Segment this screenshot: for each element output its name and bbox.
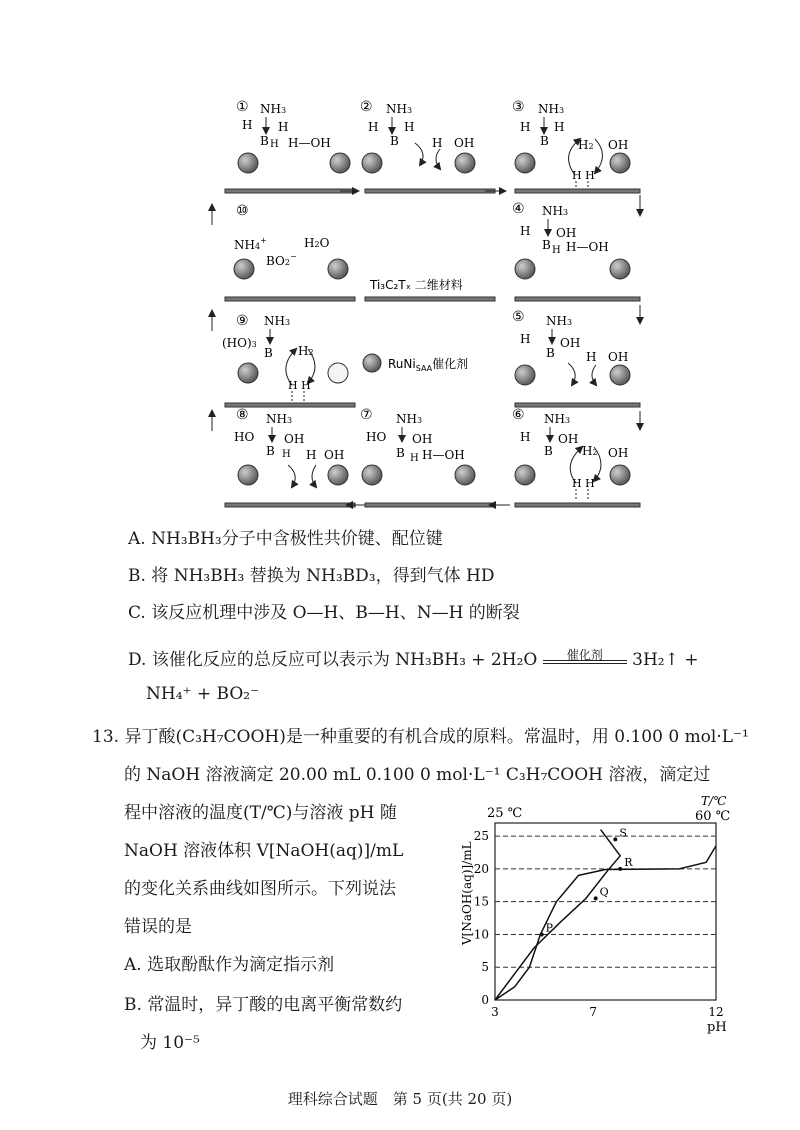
- svg-text:H—OH: H—OH: [566, 240, 609, 254]
- page-footer: 理科综合试题 第 5 页(共 20 页): [287, 1090, 513, 1108]
- svg-text:OH: OH: [608, 138, 629, 152]
- svg-text:OH: OH: [454, 136, 475, 150]
- step-10: [225, 203, 355, 301]
- svg-text:H: H: [432, 136, 443, 150]
- svg-text:H: H: [520, 224, 531, 238]
- svg-text:NH3: NH3: [546, 314, 573, 328]
- q12-option-d-end: 3H₂↑ +: [632, 650, 699, 670]
- plot-frame: [495, 823, 716, 1000]
- y-tick-label-20: 20: [473, 861, 489, 876]
- svg-text:B: B: [396, 446, 405, 460]
- svg-text:H: H: [404, 120, 415, 134]
- mechanism-diagram: [200, 85, 650, 520]
- catalyst-legend-ball: [363, 354, 381, 372]
- y-tick-label-15: 15: [473, 894, 489, 909]
- top-right-label-2: 60 ℃: [695, 809, 731, 824]
- svg-text:④: ④: [512, 201, 525, 217]
- step-2: [360, 99, 505, 193]
- point-R: [618, 867, 622, 871]
- material-label-group: [365, 277, 495, 301]
- y-axis-label: V[NaOH(aq)]/mL: [460, 841, 474, 945]
- q13-option-a: A. 选取酚酞作为滴定指示剂: [124, 955, 335, 975]
- svg-text:H2: H2: [298, 344, 314, 358]
- point-S: [613, 837, 617, 841]
- x-tick-label-3: 3: [491, 1005, 499, 1019]
- svg-text:NH3: NH3: [386, 102, 413, 116]
- step-8: [225, 407, 365, 507]
- svg-text:OH: OH: [608, 350, 629, 364]
- y-tick-label-0: 0: [481, 993, 489, 1007]
- svg-text:(HO)3: (HO)3: [222, 336, 257, 350]
- svg-text:B: B: [260, 134, 269, 148]
- x-tick-label-7: 7: [589, 1005, 598, 1019]
- catalyst-sub: SAA: [415, 364, 433, 373]
- svg-text:H: H: [586, 350, 597, 364]
- svg-text:OH: OH: [556, 226, 577, 240]
- svg-text:B: B: [264, 346, 273, 360]
- svg-text:②: ②: [360, 99, 373, 115]
- svg-text:H: H: [554, 120, 565, 134]
- svg-text:H: H: [278, 120, 289, 134]
- y-tick-label-10: 10: [473, 927, 489, 942]
- svg-text:B: B: [390, 134, 399, 148]
- svg-text:NH3: NH3: [396, 412, 423, 426]
- catalyst-suffix: 催化剂: [432, 357, 469, 371]
- step-3: [512, 99, 640, 193]
- svg-text:H H: H H: [572, 477, 595, 490]
- svg-text:H2: H2: [578, 138, 594, 152]
- svg-text:⑨: ⑨: [236, 313, 249, 329]
- step-1-number: ①: [236, 99, 249, 115]
- svg-text:⑤: ⑤: [512, 309, 525, 325]
- point-label-Q: Q: [599, 885, 609, 899]
- q13-line6: 错误的是: [124, 917, 192, 937]
- svg-text:⑧: ⑧: [236, 407, 249, 423]
- point-P: [540, 932, 544, 936]
- x-tick-label-12: 12: [708, 1005, 724, 1019]
- svg-text:③: ③: [512, 99, 525, 115]
- svg-text:HO: HO: [234, 430, 255, 444]
- svg-text:B: B: [540, 134, 549, 148]
- point-Q: [594, 896, 598, 900]
- top-right-label-1: T/℃: [701, 795, 727, 808]
- svg-text:OH: OH: [558, 432, 579, 446]
- svg-text:H2O: H2O: [304, 236, 330, 250]
- svg-text:NH4+: NH4+: [234, 236, 267, 252]
- q12-option-d-line1: [128, 645, 699, 670]
- svg-text:RuNiSAA催化剂: [388, 356, 468, 373]
- y-tick-label-5: 5: [481, 960, 489, 975]
- q13-line3: 程中溶液的温度(T/℃)与溶液 pH 随: [124, 803, 397, 823]
- svg-text:⑩: ⑩: [236, 203, 249, 219]
- svg-text:OH: OH: [560, 336, 581, 350]
- svg-text:OH: OH: [324, 448, 345, 462]
- q13-option-b-line1: B. 常温时，异丁酸的电离平衡常数约: [124, 995, 403, 1015]
- material-label: Ti₃C₂Tₓ 二维材料: [370, 278, 463, 292]
- svg-text:H: H: [552, 245, 561, 256]
- svg-text:OH: OH: [412, 432, 433, 446]
- q13-line5: 的变化关系曲线如图所示。下列说法: [124, 879, 396, 899]
- svg-text:HO: HO: [366, 430, 387, 444]
- q12-option-c: C. 该反应机理中涉及 O—H、B—H、N—H 的断裂: [128, 603, 520, 623]
- y-tick-label-25: 25: [473, 829, 489, 844]
- svg-text:H: H: [306, 448, 317, 462]
- step-6: [512, 407, 640, 507]
- svg-text:H: H: [410, 453, 419, 464]
- svg-text:NH3: NH3: [264, 314, 291, 328]
- svg-text:B: B: [542, 238, 551, 252]
- step-7: [360, 407, 510, 507]
- svg-text:OH: OH: [608, 446, 629, 460]
- svg-text:NH3: NH3: [266, 412, 293, 426]
- svg-text:H—OH: H—OH: [422, 448, 465, 462]
- svg-text:H: H: [368, 120, 379, 134]
- svg-text:⑦: ⑦: [360, 407, 373, 423]
- step-1: [225, 99, 358, 193]
- svg-text:B: B: [546, 346, 555, 360]
- svg-text:H—OH: H—OH: [288, 136, 331, 150]
- svg-text:OH: OH: [284, 432, 305, 446]
- point-label-S: S: [619, 826, 627, 840]
- q12-option-a: A. NH₃BH₃分子中含极性共价键、配位键: [128, 529, 443, 549]
- q13-line4: NaOH 溶液体积 V[NaOH(aq)]/mL: [124, 841, 404, 861]
- svg-text:B: B: [266, 444, 275, 458]
- q13-line2: 的 NaOH 溶液滴定 20.00 mL 0.100 0 mol·L⁻¹ C₃H₇COOH 溶液，滴定过: [124, 765, 711, 785]
- q12-option-d-text: D. 该催化反应的总反应可以表示为 NH₃BH₃ + 2H₂O: [128, 650, 538, 670]
- q12-option-b: B. 将 NH₃BH₃ 替换为 NH₃BD₃，得到气体 HD: [128, 566, 495, 586]
- titration-chart: [455, 795, 740, 1045]
- step-4: [512, 201, 640, 301]
- svg-text:H: H: [520, 332, 531, 346]
- svg-text:NH3: NH3: [542, 204, 569, 218]
- svg-text:NH3: NH3: [544, 412, 571, 426]
- svg-text:H: H: [242, 118, 253, 132]
- svg-text:H2: H2: [582, 444, 598, 458]
- svg-text:NH3: NH3: [260, 102, 287, 116]
- point-label-P: P: [545, 921, 554, 935]
- catalyst-name: RuNi: [388, 357, 416, 371]
- top-left-label: 25 ℃: [487, 806, 523, 821]
- catalyst-legend: [363, 354, 468, 373]
- svg-text:H: H: [270, 139, 279, 150]
- step-5: [512, 309, 640, 407]
- q13-line1: 13. 异丁酸(C₃H₇COOH)是一种重要的有机合成的原料。常温时，用 0.100 0 mol·L⁻¹: [92, 727, 749, 747]
- svg-text:H H: H H: [288, 379, 311, 392]
- q12-option-d-line2: NH₄⁺ + BO₂⁻: [146, 684, 260, 704]
- series-line-2: [495, 830, 620, 1000]
- svg-text:H H: H H: [572, 169, 595, 182]
- q13-option-b-line2: 为 10⁻⁵: [140, 1033, 200, 1053]
- q12-option-d-catalyst: 催化剂: [566, 648, 603, 662]
- svg-text:H: H: [520, 120, 531, 134]
- svg-text:NH3: NH3: [538, 102, 565, 116]
- svg-text:⑥: ⑥: [512, 407, 525, 423]
- x-axis-label: pH: [707, 1020, 727, 1035]
- svg-text:B: B: [544, 444, 553, 458]
- svg-text:H: H: [520, 430, 531, 444]
- step-9: [222, 313, 355, 407]
- svg-text:H: H: [282, 449, 291, 460]
- svg-text:BO2−: BO2−: [266, 252, 297, 268]
- point-label-R: R: [624, 855, 633, 869]
